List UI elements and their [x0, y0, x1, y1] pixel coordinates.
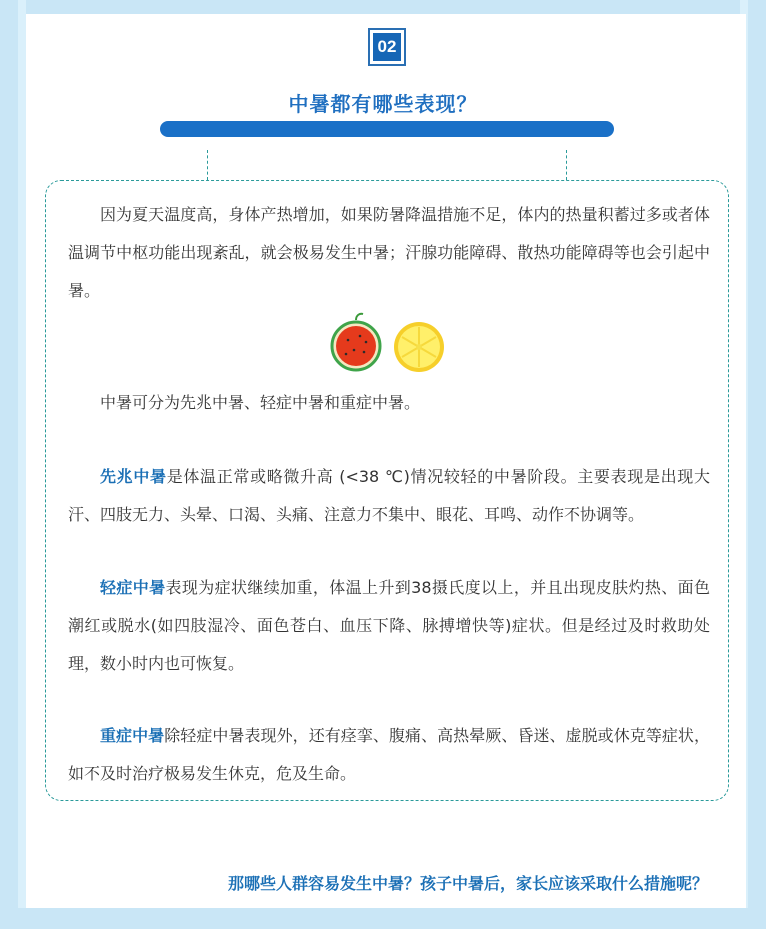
- dashed-connector-right: [566, 150, 567, 180]
- section-number-badge: [368, 28, 406, 66]
- stage-description: 表现为症状继续加重，体温上升到38摄氏度以上，并且出现皮肤灼热、面色潮红或脱水(如四肢湿冷、面色苍白、血压下降、脉搏增快等)症状。但是经过及时救助处理，数小时内也可恢复。: [68, 578, 710, 673]
- stage-paragraph-mild: [68, 569, 710, 683]
- classification-paragraph: 中暑可分为先兆中暑、轻症中暑和重症中暑。: [100, 393, 421, 412]
- content-box: [45, 180, 729, 801]
- lemon-slice-icon: [394, 322, 444, 372]
- stage-description: 除轻症中暑表现外，还有痉挛、腹痛、高热晕厥、昏迷、虚脱或休克等症状，如不及时治疗极易发生休克，危及生命。: [68, 726, 710, 783]
- stage-description: 是体温正常或略微升高 (<38 ℃)情况较轻的中暑阶段。主要表现是出现大汗、四肢无力、头晕、口渴、头痛、注意力不集中、眼花、耳鸣、动作不协调等。: [68, 467, 710, 524]
- title-underline-bar: [160, 121, 614, 137]
- stage-term: 先兆中暑: [100, 467, 167, 486]
- stage-term: 轻症中暑: [100, 578, 166, 597]
- stage-paragraph-mild-signs: [68, 458, 710, 534]
- stage-term: 重症中暑: [100, 726, 165, 745]
- footer-question-link: 那哪些人群容易发生中暑？孩子中暑后，家长应该采取什么措施呢？: [227, 874, 708, 893]
- section-title: 中暑都有哪些表现？: [288, 92, 478, 116]
- watermelon-icon: [332, 314, 380, 370]
- fruit-illustration: [330, 310, 450, 376]
- top-frame-band: [0, 0, 766, 14]
- bottom-frame-band: [0, 908, 766, 929]
- section-number: 02: [373, 33, 401, 61]
- stage-paragraph-severe: [68, 717, 710, 793]
- dashed-connector-left: [207, 150, 208, 180]
- left-frame-border: [0, 0, 26, 929]
- intro-paragraph: 因为夏天温度高，身体产热增加，如果防暑降温措施不足，体内的热量积蓄过多或者体温调节中枢功能出现紊乱，就会极易发生中暑；汗腺功能障碍、散热功能障碍等也会引起中暑。: [68, 205, 710, 300]
